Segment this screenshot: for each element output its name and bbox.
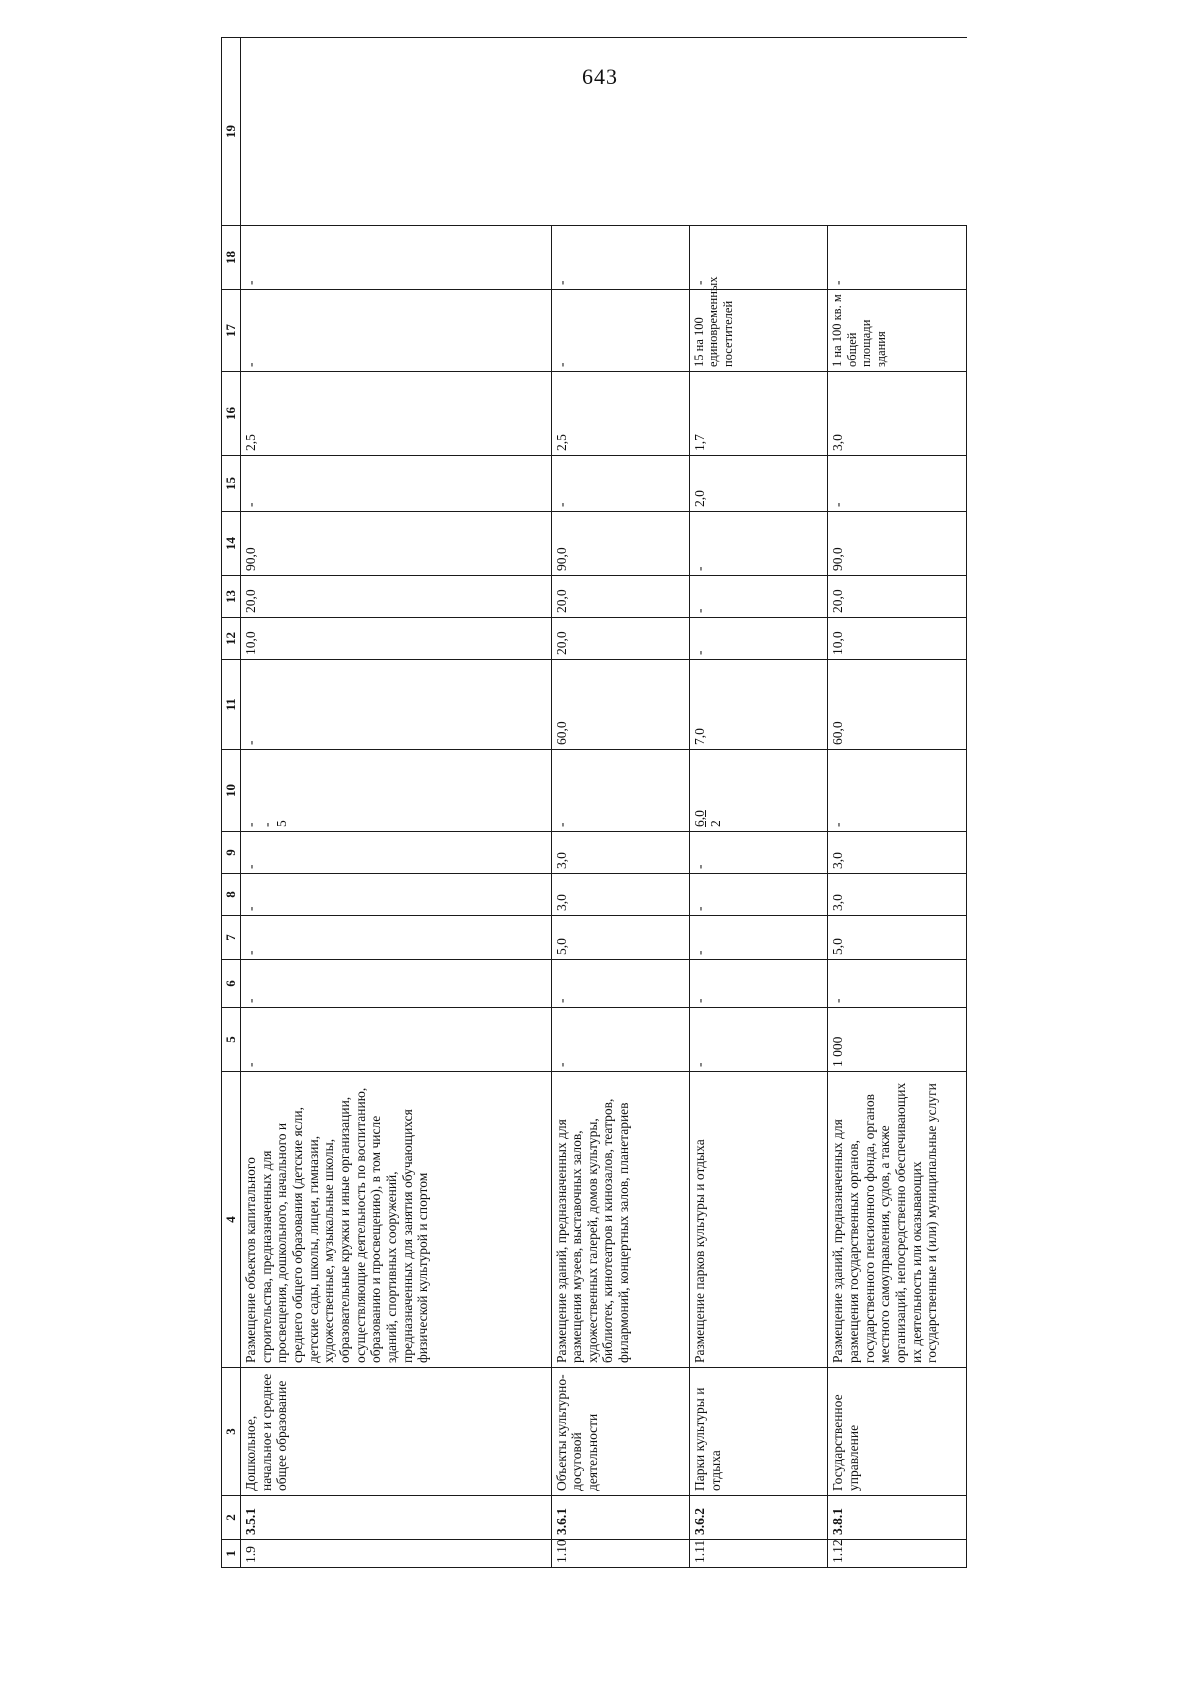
- col-header: 6: [222, 960, 241, 1008]
- col-header: 14: [222, 512, 241, 576]
- cell-c11: 7,0: [689, 660, 827, 750]
- cell-c15: -: [241, 456, 552, 512]
- cell-c16: 1,7: [689, 372, 827, 456]
- land-use-name: Дошкольное, начальное и среднее общее образование: [241, 1368, 552, 1496]
- col-header: 5: [222, 1008, 241, 1072]
- col-header: 10: [222, 750, 241, 832]
- cell-c19: [241, 38, 552, 226]
- col-header: 8: [222, 874, 241, 916]
- row-number: 1.10: [551, 1540, 689, 1568]
- cell-c5: 1 000: [828, 1008, 967, 1072]
- land-use-description: Размещение зданий, предназначенных для размещения государственных органов, государственного пенсионного фонда, органов местного самоуправления, судов, а также организаций, непосредственно обеспечивающих их деятельность или оказывающих государственные и (или) муниципальные услуги: [828, 1072, 967, 1368]
- col-header: 18: [222, 226, 241, 290]
- table-row: [689, 38, 827, 1568]
- col-header: 12: [222, 618, 241, 660]
- land-use-description: Размещение парков культуры и отдыха: [689, 1072, 827, 1368]
- cell-c15: -: [828, 456, 967, 512]
- fraction-top: 6,0: [691, 810, 707, 827]
- cell-c15: 2,0: [689, 456, 827, 512]
- cell-c7: 5,0: [551, 916, 689, 960]
- land-use-table: [221, 37, 967, 1568]
- table-row: [241, 38, 552, 1568]
- cell-c19: [828, 38, 967, 226]
- land-use-name: Объекты культурно-досуговой деятельности: [551, 1368, 689, 1496]
- col-header: 16: [222, 372, 241, 456]
- cell-c19: [689, 38, 827, 226]
- row-number: 1.9: [241, 1540, 552, 1568]
- cell-c12: 20,0: [551, 618, 689, 660]
- cell-c10: - - 5: [241, 750, 552, 832]
- cell-c13: 20,0: [241, 576, 552, 618]
- classifier-code: 3.5.1: [241, 1496, 552, 1540]
- col-header: 11: [222, 660, 241, 750]
- cell-c17: -: [241, 290, 552, 372]
- cell-c18: -: [689, 226, 827, 290]
- cell-c18: -: [241, 226, 552, 290]
- cell-c10: [689, 750, 827, 832]
- cell-c6: -: [551, 960, 689, 1008]
- col-header: 9: [222, 832, 241, 874]
- table-row: [551, 38, 689, 1568]
- col-header: 13: [222, 576, 241, 618]
- rotated-table-wrapper: [221, 125, 967, 1568]
- cell-c9: 3,0: [551, 832, 689, 874]
- cell-c14: 90,0: [828, 512, 967, 576]
- cell-c11: 60,0: [828, 660, 967, 750]
- cell-c9: 3,0: [828, 832, 967, 874]
- page-number: 643: [582, 64, 618, 89]
- cell-c14: 90,0: [241, 512, 552, 576]
- cell-c17: -: [551, 290, 689, 372]
- cell-c8: 3,0: [551, 874, 689, 916]
- cell-c10: -: [828, 750, 967, 832]
- cell-c10: -: [551, 750, 689, 832]
- cell-c5: -: [689, 1008, 827, 1072]
- classifier-code: 3.8.1: [828, 1496, 967, 1540]
- col-header: 2: [222, 1496, 241, 1540]
- cell-c16: 2,5: [551, 372, 689, 456]
- col-header: 3: [222, 1368, 241, 1496]
- classifier-code: 3.6.2: [689, 1496, 827, 1540]
- cell-c5: -: [551, 1008, 689, 1072]
- cell-c7: -: [689, 916, 827, 960]
- col-header: 1: [222, 1540, 241, 1568]
- cell-c9: -: [689, 832, 827, 874]
- land-use-description: Размещение зданий, предназначенных для размещения музеев, выставочных залов, художественных галерей, домов культуры, библиотек, кинотеатров и кинозалов, театров, филармоний, концертных залов, планетариев: [551, 1072, 689, 1368]
- cell-c5: -: [241, 1008, 552, 1072]
- cell-c19: [551, 38, 689, 226]
- col-header: 19: [222, 38, 241, 226]
- cell-c17: 15 на 100 единовременных посетителей: [689, 290, 827, 372]
- classifier-code: 3.6.1: [551, 1496, 689, 1540]
- land-use-name: Государственное управление: [828, 1368, 967, 1496]
- land-use-description: Размещение объектов капитального строительства, предназначенных для просвещения, дошкольного, начального и среднего общего образования (детские ясли, детские сады, школы, лицеи, гимназии, художественные, музыкальные школы, образовательные кружки и иные организации, осуществляющие деятельность по воспитанию, образованию и просвещению), в том числе зданий, спортивных сооружений, предназначенных для занятия обучающихся физической культурой и спортом: [241, 1072, 552, 1368]
- land-use-name: Парки культуры и отдыха: [689, 1368, 827, 1496]
- cell-c12: 10,0: [241, 618, 552, 660]
- cell-c13: 20,0: [828, 576, 967, 618]
- cell-c12: -: [689, 618, 827, 660]
- cell-c13: -: [689, 576, 827, 618]
- fraction: [692, 810, 723, 827]
- cell-c6: -: [241, 960, 552, 1008]
- cell-c11: -: [241, 660, 552, 750]
- cell-c8: -: [689, 874, 827, 916]
- cell-c18: -: [551, 226, 689, 290]
- table-row: [828, 38, 967, 1568]
- cell-c18: -: [828, 226, 967, 290]
- cell-c11: 60,0: [551, 660, 689, 750]
- cell-c15: -: [551, 456, 689, 512]
- row-number: 1.12: [828, 1540, 967, 1568]
- cell-c8: -: [241, 874, 552, 916]
- cell-c6: -: [828, 960, 967, 1008]
- col-header: 4: [222, 1072, 241, 1368]
- cell-c13: 20,0: [551, 576, 689, 618]
- column-number-row: [222, 38, 241, 1568]
- col-header: 15: [222, 456, 241, 512]
- cell-c17: 1 на 100 кв. м общей площади здания: [828, 290, 967, 372]
- cell-c14: 90,0: [551, 512, 689, 576]
- col-header: 17: [222, 290, 241, 372]
- fraction-bottom: 2: [707, 820, 723, 827]
- cell-c9: -: [241, 832, 552, 874]
- row-number: 1.11: [689, 1540, 827, 1568]
- cell-c16: 3,0: [828, 372, 967, 456]
- cell-c14: -: [689, 512, 827, 576]
- cell-c12: 10,0: [828, 618, 967, 660]
- rotated-table: [221, 125, 967, 1568]
- cell-c6: -: [689, 960, 827, 1008]
- cell-c7: -: [241, 916, 552, 960]
- col-header: 7: [222, 916, 241, 960]
- cell-c7: 5,0: [828, 916, 967, 960]
- cell-c8: 3,0: [828, 874, 967, 916]
- cell-c16: 2,5: [241, 372, 552, 456]
